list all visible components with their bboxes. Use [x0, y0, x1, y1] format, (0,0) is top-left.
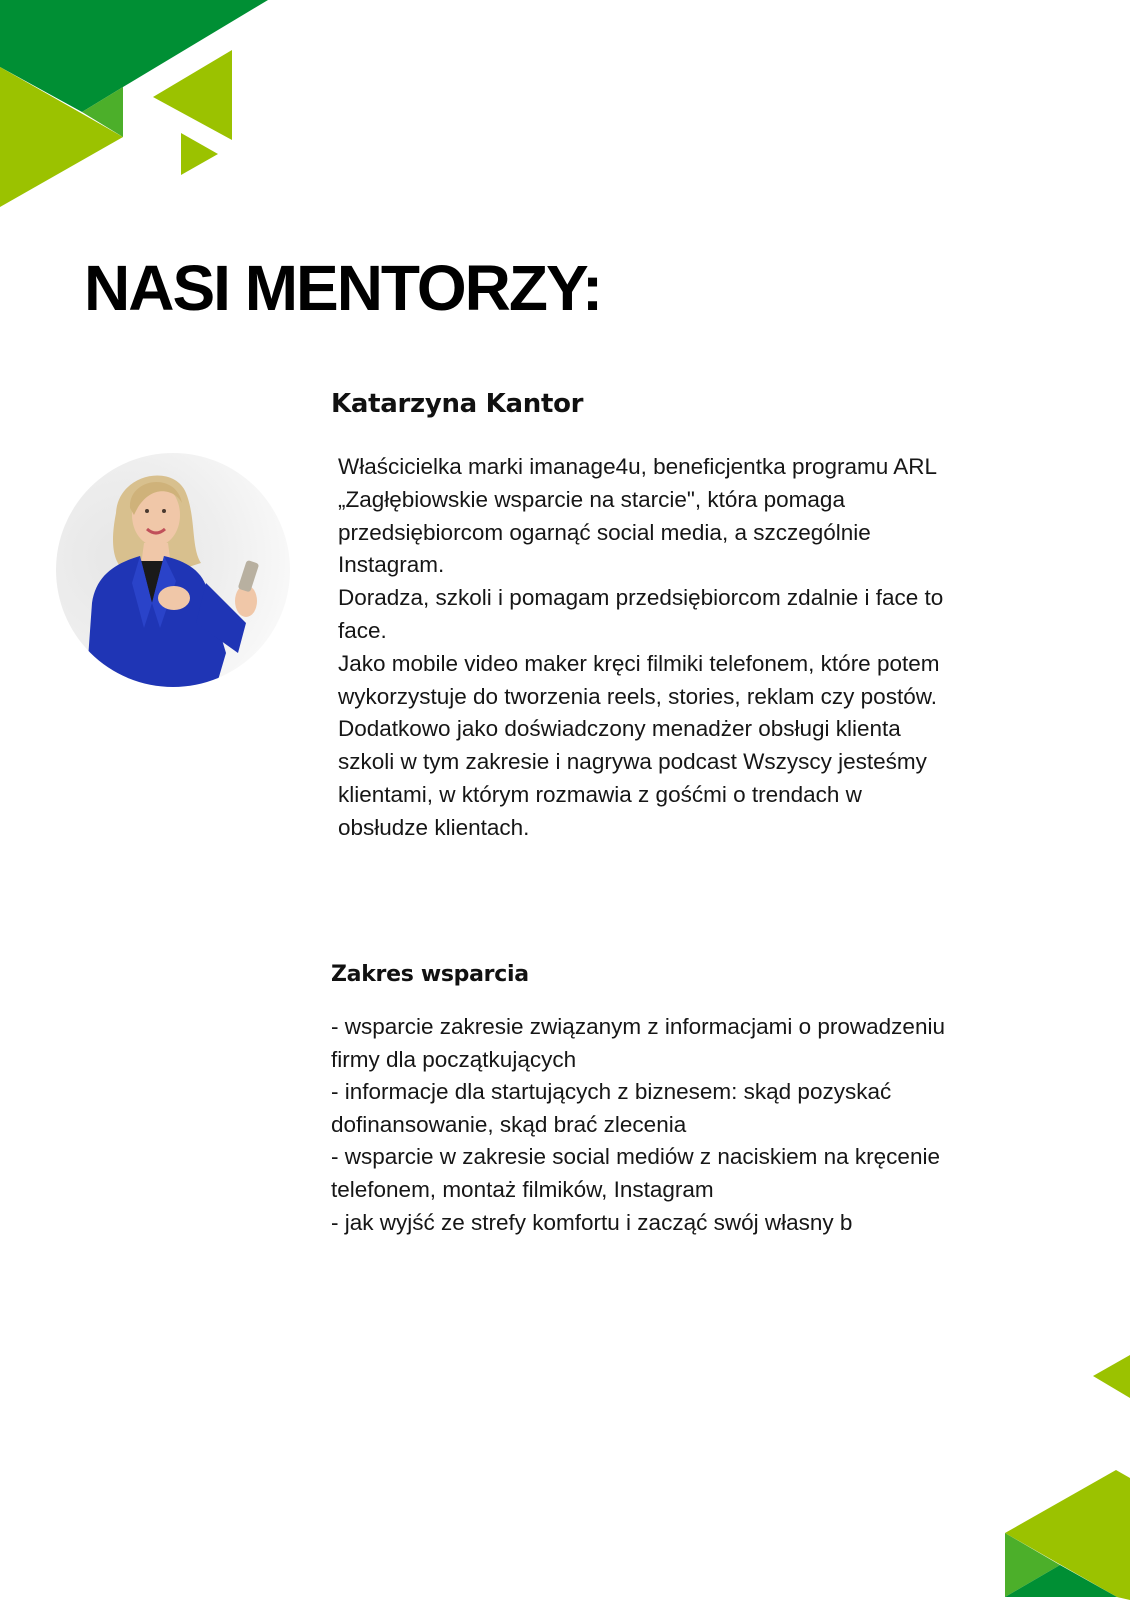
support-line: - jak wyjść ze strefy komfortu i zacząć swój własny b	[331, 1209, 853, 1235]
support-line: - wsparcie zakresie związanym z informacjami o prowadzeniu	[331, 1014, 945, 1039]
lime-triangle-left-pointing	[153, 50, 232, 140]
support-line: telefonem, montaż filmików, Instagram	[331, 1176, 714, 1202]
support-line: - wsparcie w zakresie social mediów z naciskiem na kręcenie	[331, 1144, 940, 1170]
medium-green-triangle-bottom	[1005, 1533, 1060, 1597]
mentor-portrait-illustration	[56, 453, 290, 687]
bio-line: Dodatkowo jako doświadczony menadżer obsługi klienta	[338, 716, 901, 742]
bio-line: Doradza, szkoli i pomagam przedsiębiorcom zdalnie i face to	[338, 585, 944, 611]
dark-green-triangle-bottom	[1005, 1565, 1117, 1597]
bio-line: Jako mobile video maker kręci filmiki telefonem, które potem	[338, 650, 940, 676]
bio-line: Instagram.	[338, 552, 445, 578]
bio-line: klientami, w którym rozmawia z gośćmi o trendach w	[338, 781, 862, 807]
lime-triangle-small-right	[1093, 1355, 1130, 1398]
support-line: - informacje dla startujących z biznesem: skąd pozyskać	[331, 1079, 892, 1105]
bio-line: wykorzystuje do tworzenia reels, stories, reklam czy postów.	[338, 683, 937, 709]
support-line: firmy dla początkujących	[331, 1046, 577, 1072]
lime-block-bottom-right	[1005, 1470, 1130, 1600]
bio-line: Właścicielka marki imanage4u, beneficjentka programu ARL	[338, 454, 938, 479]
page-title: NASI MENTORZY:	[84, 252, 602, 324]
mentor-name: Katarzyna Kantor	[331, 389, 584, 419]
lime-triangle-right-pointing	[181, 133, 218, 175]
bio-line: „Zagłębiowskie wsparcie na starcie", która pomaga	[338, 486, 845, 512]
bio-line: obsłudze klientach.	[338, 814, 530, 840]
support-scope-heading: Zakres wsparcia	[331, 962, 529, 987]
support-line: dofinansowanie, skąd brać zlecenia	[331, 1111, 687, 1137]
mentor-bio	[338, 451, 1058, 845]
support-scope-list	[331, 1011, 1061, 1239]
bio-line: face.	[338, 617, 387, 643]
bio-line: szkoli w tym zakresie i nagrywa podcast Wszyscy jesteśmy	[338, 749, 927, 775]
bio-line: przedsiębiorcom ogarnąć social media, a szczególnie	[338, 519, 871, 545]
mentor-photo	[56, 453, 290, 687]
top-left-decoration	[0, 0, 300, 220]
